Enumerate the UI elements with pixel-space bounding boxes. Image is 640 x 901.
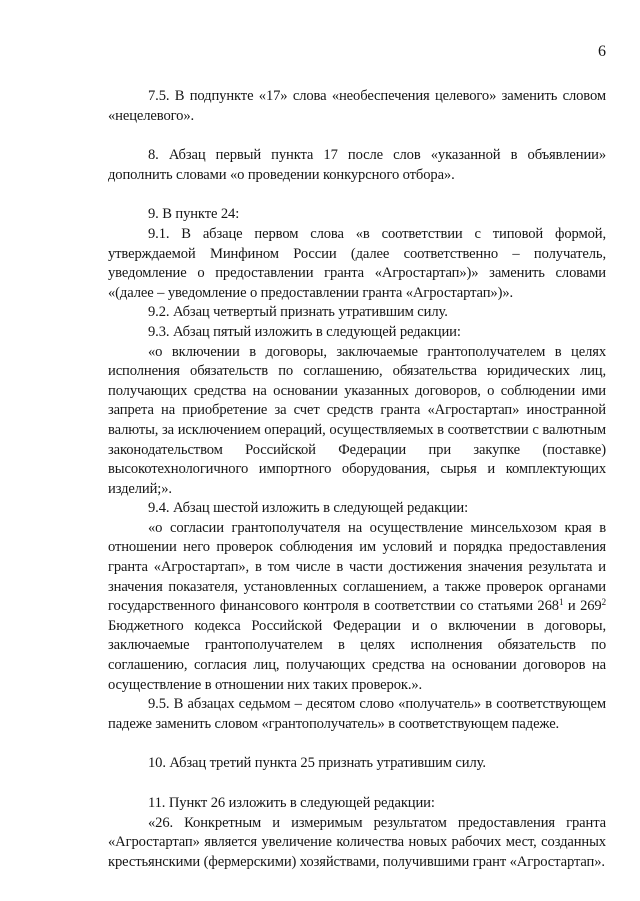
paragraph-8: 8. Абзац первый пункта 17 после слов «указанной в объявлении» дополнить словами «о проведении конкурсного отбора». xyxy=(108,147,606,183)
page-number: 6 xyxy=(598,43,606,60)
paragraph-9-4-quote xyxy=(108,519,606,695)
paragraph-9-4: 9.4. Абзац шестой изложить в следующей редакции: xyxy=(148,500,469,517)
document-body xyxy=(108,87,606,872)
paragraph-9: 9. В пункте 24: xyxy=(148,206,240,223)
paragraph-7-5: 7.5. В подпункте «17» слова «необеспечения целевого» заменить словом «нецелевого». xyxy=(108,88,606,124)
paragraph-9-3: 9.3. Абзац пятый изложить в следующей редакции: xyxy=(148,323,461,340)
superscript-269: 2 xyxy=(601,597,606,608)
paragraph-9-4-text-1: «о согласии грантополучателя на осуществление минсельхозом края в отношении него проверок соблюдения им условий и порядка предоставления гранта «Агростартап», в том числе в части достижения значения результата и значения показателя, установленных соглашением, а также проверок органами государственного финансового контроля в соответствии со статьями 268 xyxy=(108,519,606,615)
superscript-268: 1 xyxy=(558,597,564,608)
paragraph-9-3-quote: «о включении в договоры, заключаемые грантополучателем в целях исполнения обязательств по соглашению, обязательства юридических лиц, получающих средства на основании указанных договоров, о соблюдении ими запрета на приобретение за счет средств гранта «Агростартап» иностранной валюты, за исключением операций, осуществляемых в соответствии с валютным законодательством Российской Федерации при закупке (поставке) высокотехнологичного импортного оборудования, сырья и комплектующих изделий;». xyxy=(108,343,606,497)
paragraph-11-quote: «26. Конкретным и измеримым результатом предоставления гранта «Агростартап» является увеличение количества новых рабочих мест, созданных крестьянскими (фермерскими) хозяйствами, получившими грант «Агростартап». xyxy=(108,814,606,870)
paragraph-9-4-text-3: Бюджетного кодекса Российской Федерации и о включении в договоры, заключаемые грантополучателем в целях исполнения обязательств по соглашению, согласия лиц, получающих средства на основании договоров на осуществление в отношении них таких проверок.». xyxy=(108,617,606,693)
paragraph-10: 10. Абзац третий пункта 25 признать утратившим силу. xyxy=(148,755,486,772)
paragraph-9-5: 9.5. В абзацах седьмом – десятом слово «получатель» в соответствующем падеже заменить словом «грантополучатель» в соответствующем падеже. xyxy=(108,696,606,732)
paragraph-11: 11. Пункт 26 изложить в следующей редакции: xyxy=(148,795,435,811)
paragraph-9-1: 9.1. В абзаце первом слова «в соответствии с типовой формой, утверждаемой Минфином России (далее соответственно – получатель, уведомление о предоставлении гранта «Агростартап»)» заменить словами «(далее – уведомление о предоставлении гранта «Агростартап»)». xyxy=(108,225,606,301)
paragraph-9-4-text-2: и 269 xyxy=(563,598,602,615)
paragraph-9-2: 9.2. Абзац четвертый признать утратившим силу. xyxy=(148,304,448,321)
